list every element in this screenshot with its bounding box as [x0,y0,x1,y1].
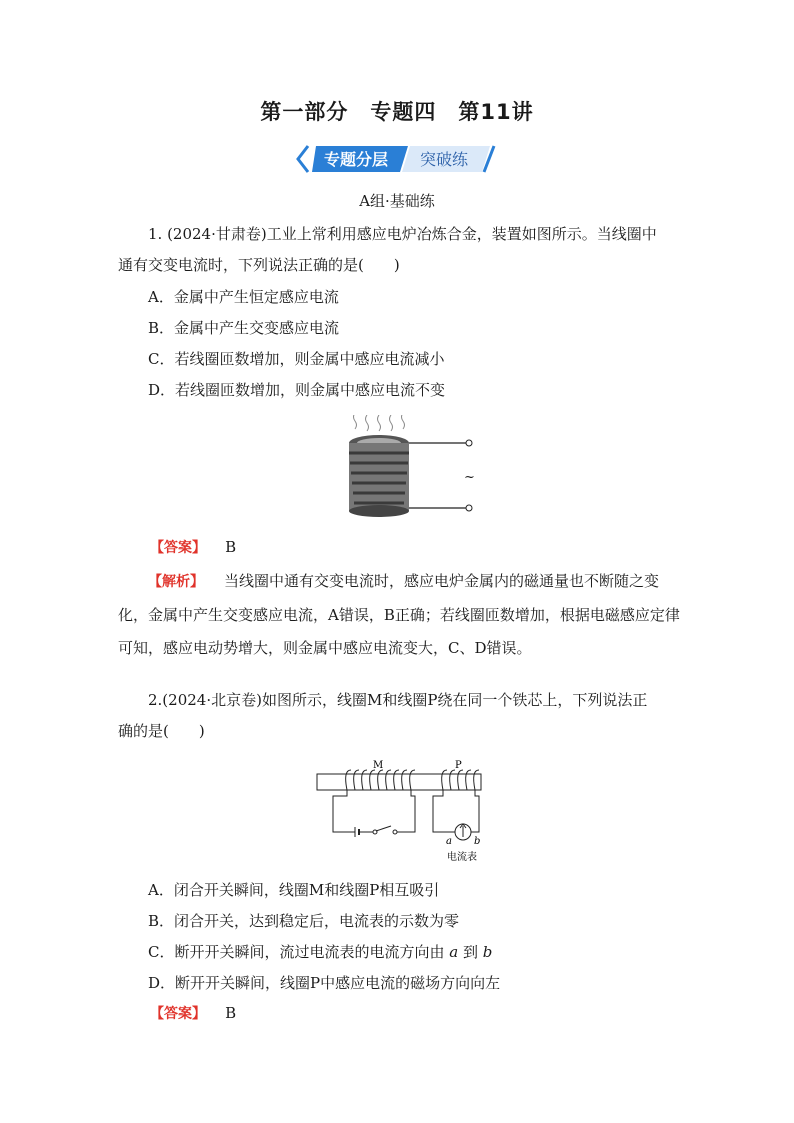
q2-option-c-pre: C．断开开关瞬间，流过电流表的电流方向由 [148,943,445,961]
label-b: b [474,836,481,847]
battery [355,827,359,837]
label-m: M [373,760,384,771]
q1-option-c: C．若线圈匝数增加，则金属中感应电流减小 [148,350,445,368]
answer-tag: 【答案】 [150,540,206,556]
terminal-top [466,440,472,446]
heat-waves [354,415,405,431]
switch[interactable] [373,826,397,834]
label-a: a [446,836,452,847]
answer-value: B [225,538,237,556]
q2-answer [150,1003,236,1023]
section-banner [294,142,504,176]
terminal-bottom [466,505,472,511]
q2-option-c-mid: 到 [463,943,479,961]
q1-option-a: A．金属中产生恒定感应电流 [148,288,339,306]
q1-answer [150,537,236,557]
ac-symbol: ~ [464,470,475,485]
coil [349,435,409,517]
label-p: P [455,760,462,771]
iron-core [317,774,481,790]
meter-label: 电流表 [447,852,477,863]
group-heading: A组·基础练 [359,192,435,210]
q2-option-c-a: a [449,943,459,961]
q1-explanation [118,565,680,665]
q1-stem-line1: 1. (2024·甘肃卷)工业上常利用感应电炉冶炼合金，装置如图所示。当线圈中 [148,225,657,243]
induction-furnace-figure [335,415,485,525]
explain-text: 当线圈中通有交变电流时，感应电炉金属内的磁通量也不断随之变化，金属中产生交变感应电流，A错误，B正确；若线圈匝数增加，根据电磁感应定律可知，感应电动势增大，则金属中感应电流变大，C、D错误。 [118,572,680,657]
q1-stem-line2: 通有交变电流时，下列说法正确的是( ) [118,256,400,274]
coils-figure [315,756,485,866]
q2-option-a: A．闭合开关瞬间，线圈M和线圈P相互吸引 [148,881,440,899]
explain-tag: 【解析】 [148,574,204,590]
q1-option-b: B．金属中产生交变感应电流 [148,319,340,337]
q2-option-c [148,941,492,962]
banner-left: 专题分层 [323,150,389,169]
answer-tag: 【答案】 [150,1006,206,1022]
answer-value: B [225,1004,237,1022]
q2-stem-line1: 2.(2024·北京卷)如图所示，线圈M和线圈P绕在同一个铁芯上，下列说法正 [148,691,648,709]
banner-right: 突破练 [419,150,469,169]
page-title: 第一部分 专题四 第11讲 [260,100,534,124]
q2-option-b: B．闭合开关，达到稳定后，电流表的示数为零 [148,912,460,930]
q2-option-d: D．断开开关瞬间，线圈P中感应电流的磁场方向向左 [148,974,501,992]
q1-option-d: D．若线圈匝数增加，则金属中感应电流不变 [148,381,446,399]
ammeter [455,824,471,840]
q2-stem-line2: 确的是( ) [118,722,205,740]
q2-option-c-b: b [482,943,493,961]
